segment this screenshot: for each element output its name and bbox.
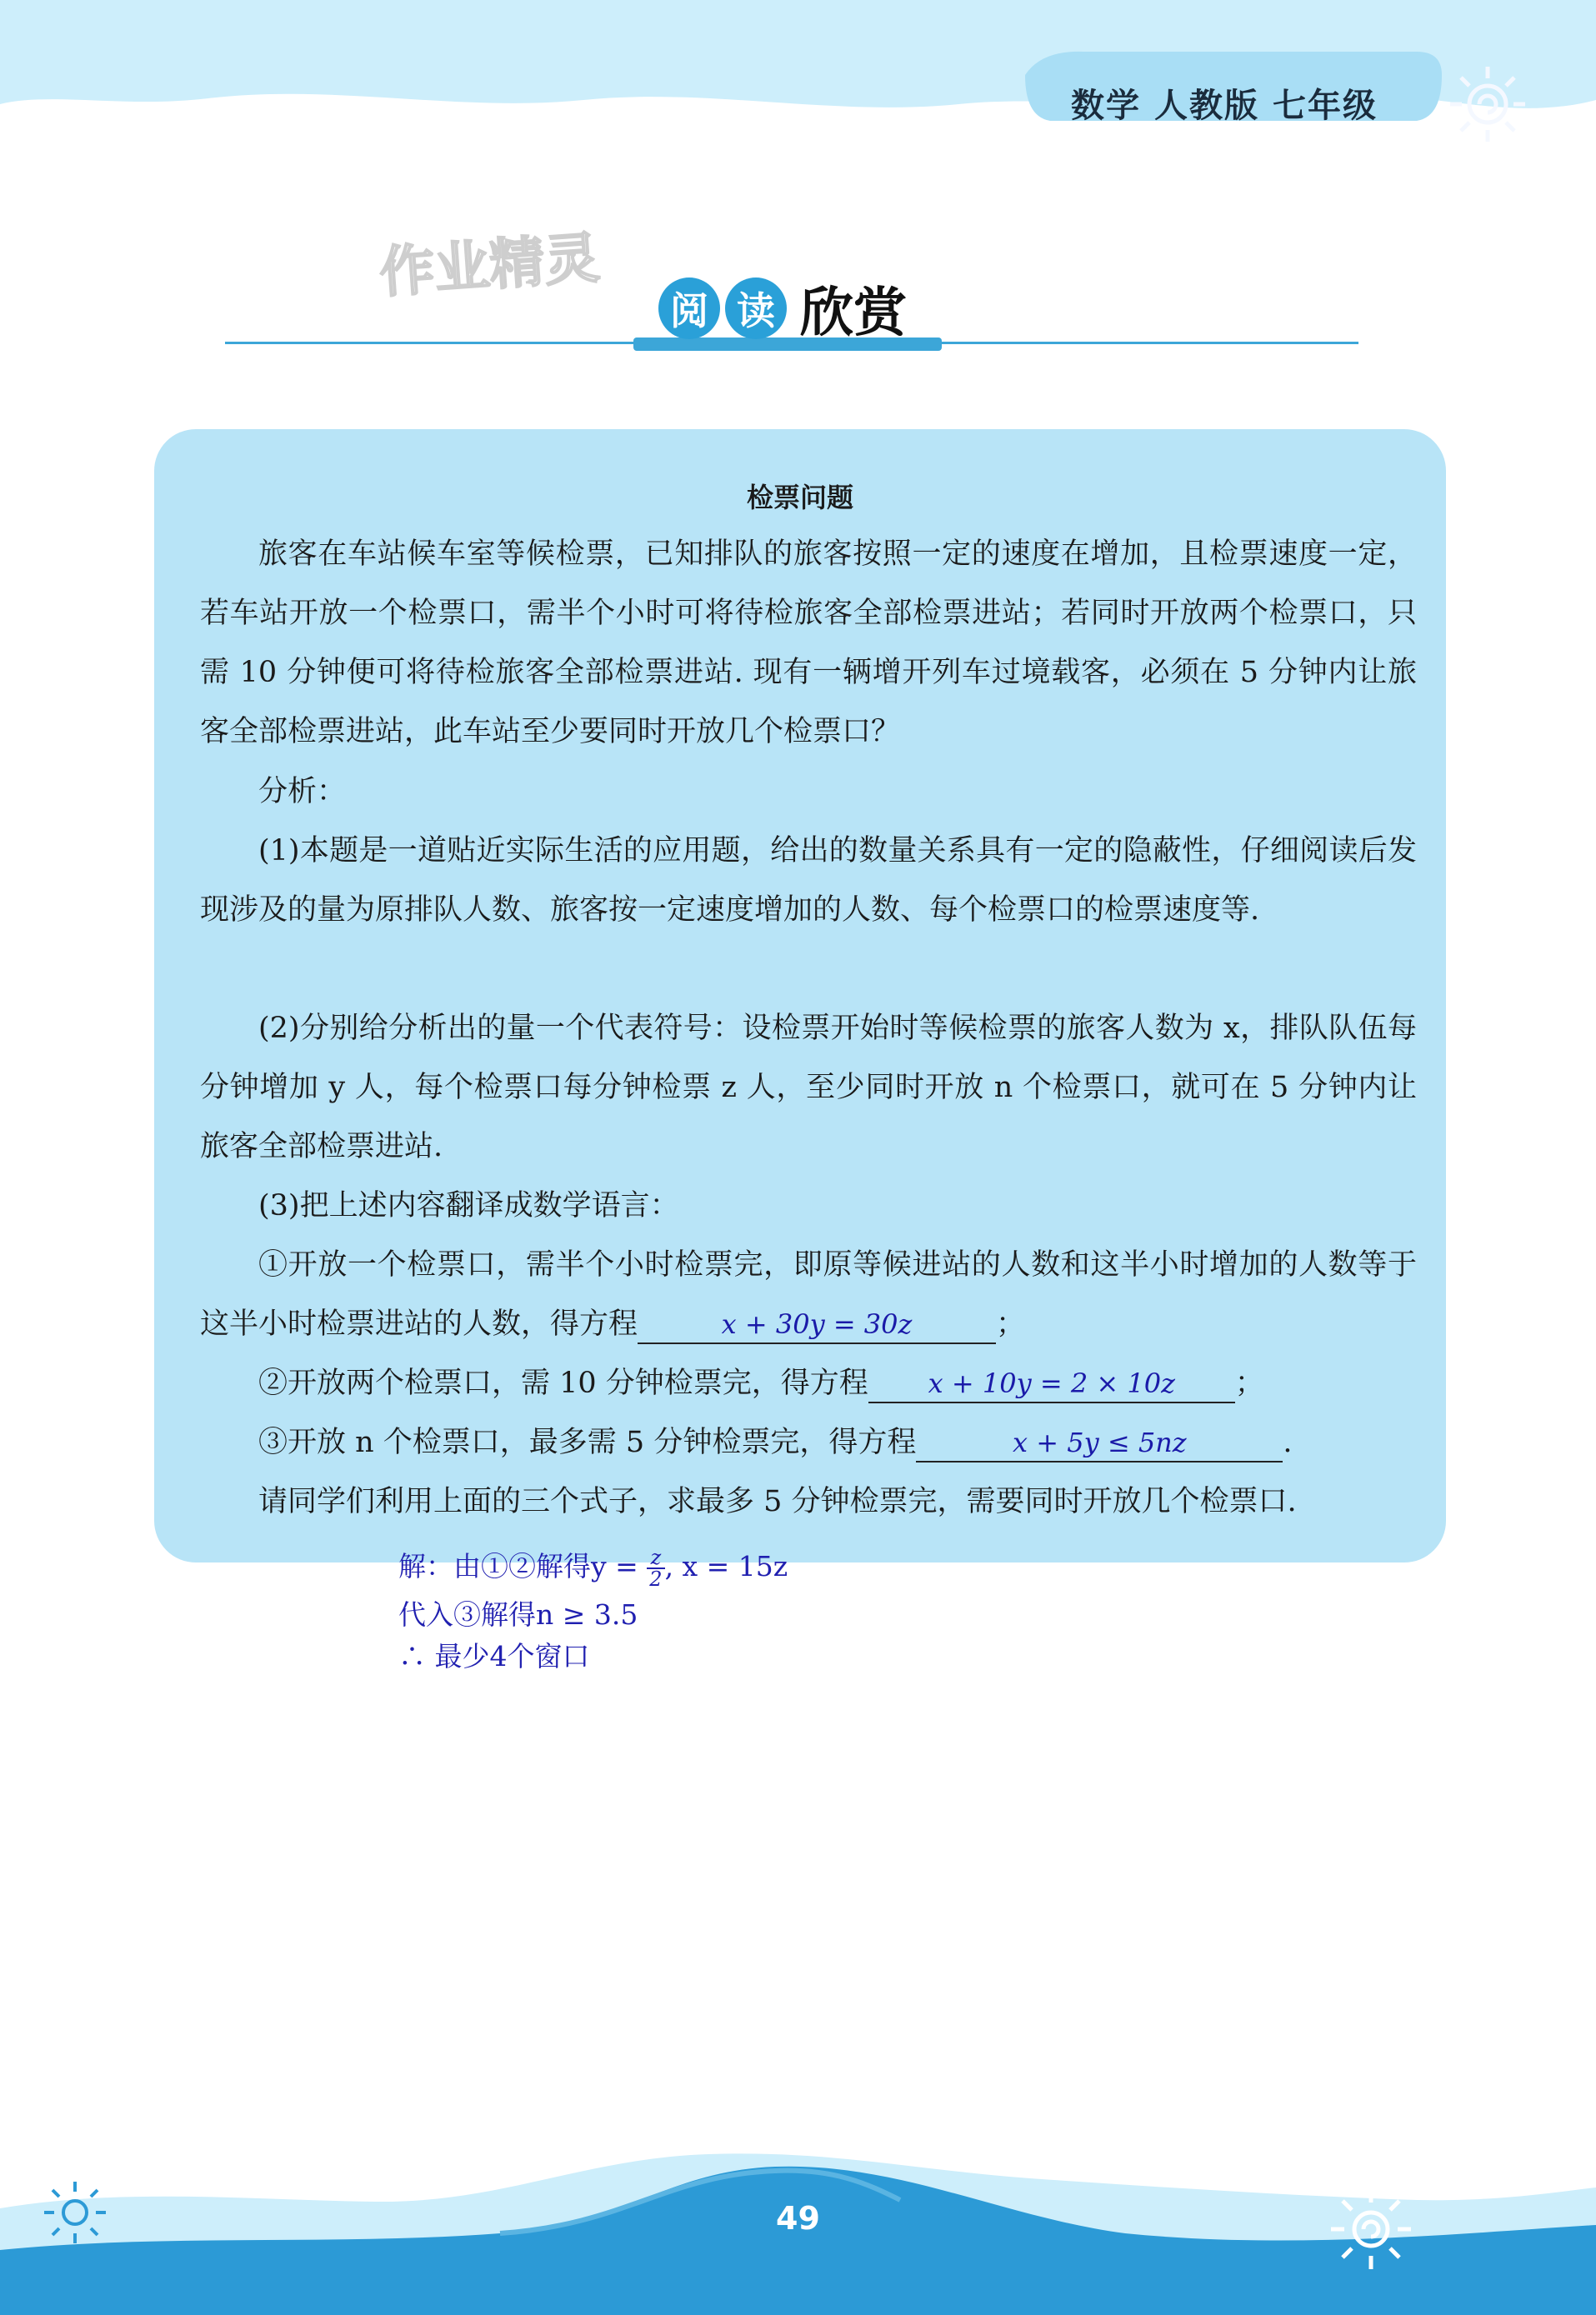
intro-paragraph: 旅客在车站候车室等候检票，已知排队的旅客按照一定的速度在增加，且检票速度一定，若车站开放一个检票口，需半个小时可将待检旅客全部检票进站；若同时开放两个检票口，只需 10 分钟便可将待检旅客全部检票进站. 现有一辆增开列车过境载客，必须在 5 分钟内让旅客全部检票进站，此车站至少要同时开放几个检票口？ bbox=[200, 538, 1417, 748]
equation-item-1 bbox=[200, 1236, 1417, 1354]
answer-blank-2 bbox=[868, 1365, 1235, 1403]
analysis-label: 分析： bbox=[258, 775, 347, 808]
analysis-point-1: (1)本题是一道贴近实际生活的应用题，给出的数量关系具有一定的隐蔽性，仔细阅读后发现涉及的量为原排队人数、旅客按一定速度增加的人数、每个检票口的检票速度等. bbox=[200, 834, 1417, 927]
answer-2: x + 10y = 2 × 10z bbox=[928, 1368, 1175, 1399]
solution-suffix: , x = 15z bbox=[664, 1550, 788, 1582]
header-edition: 人教版 bbox=[1154, 87, 1259, 125]
closing-question: 请同学们利用上面的三个式子，求最多 5 分钟检票完，需要同时开放几个检票口. bbox=[258, 1485, 1297, 1518]
equation-item-3 bbox=[200, 1413, 1417, 1472]
item-1-end: ； bbox=[996, 1308, 1026, 1341]
title-char-circle-1: 阅 bbox=[658, 278, 720, 339]
title-char-circle-2: 读 bbox=[725, 278, 787, 339]
answer-1: x + 30y = 30z bbox=[721, 1308, 913, 1340]
item-3-text: ③开放 n 个检票口，最多需 5 分钟检票完，得方程 bbox=[258, 1426, 917, 1459]
answer-blank-1 bbox=[638, 1306, 996, 1344]
analysis-point-2: (2)分别给分析出的量一个代表符号：设检票开始时等候检票的旅客人数为 x，排队队伍每分钟增加 y 人，每个检票口每分钟检票 z 人，至少同时开放 n 个检票口，就可在 5 分钟内让旅客全部检票进站. bbox=[200, 1012, 1417, 1163]
analysis-point-3: (3)把上述内容翻译成数学语言： bbox=[258, 1189, 679, 1222]
item-2-text: ②开放两个检票口，需 10 分钟检票完，得方程 bbox=[258, 1367, 868, 1400]
solution-line-2: 代入③解得n ≥ 3.5 bbox=[398, 1598, 638, 1631]
box-title: 检票问题 bbox=[746, 482, 853, 513]
watermark-text: 作业精灵 bbox=[378, 225, 602, 306]
equation-item-2 bbox=[200, 1354, 1417, 1413]
header-grade: 七年级 bbox=[1273, 87, 1378, 125]
section-title bbox=[658, 275, 907, 342]
item-3-end: . bbox=[1283, 1426, 1293, 1459]
sun-icon bbox=[1438, 58, 1538, 150]
header-subject: 数学 bbox=[1071, 87, 1141, 125]
title-text: 欣赏 bbox=[800, 282, 907, 344]
fraction-numerator: z bbox=[647, 1548, 664, 1569]
fraction-denominator: 2 bbox=[649, 1568, 663, 1591]
answer-3: x + 5y ≤ 5nz bbox=[1013, 1427, 1187, 1458]
answer-blank-3 bbox=[916, 1424, 1283, 1462]
sun-icon-left bbox=[38, 2175, 113, 2250]
book-header bbox=[1071, 79, 1391, 127]
solution-fraction bbox=[647, 1548, 664, 1589]
solution-line-3: ∴ 最少4个窗口 bbox=[398, 1640, 590, 1672]
sun-icon-right bbox=[1321, 2179, 1421, 2279]
item-1-text: ①开放一个检票口，需半个小时检票完，即原等候进站的人数和这半小时增加的人数等于这半小时检票进站的人数，得方程 bbox=[200, 1248, 1417, 1341]
item-2-end: ； bbox=[1234, 1367, 1264, 1400]
page-number: 49 bbox=[776, 2200, 820, 2237]
top-wave-decoration bbox=[0, 0, 1596, 150]
solution-line-1 bbox=[398, 1546, 788, 1589]
solution-prefix: 解：由①②解得y = bbox=[398, 1550, 648, 1582]
